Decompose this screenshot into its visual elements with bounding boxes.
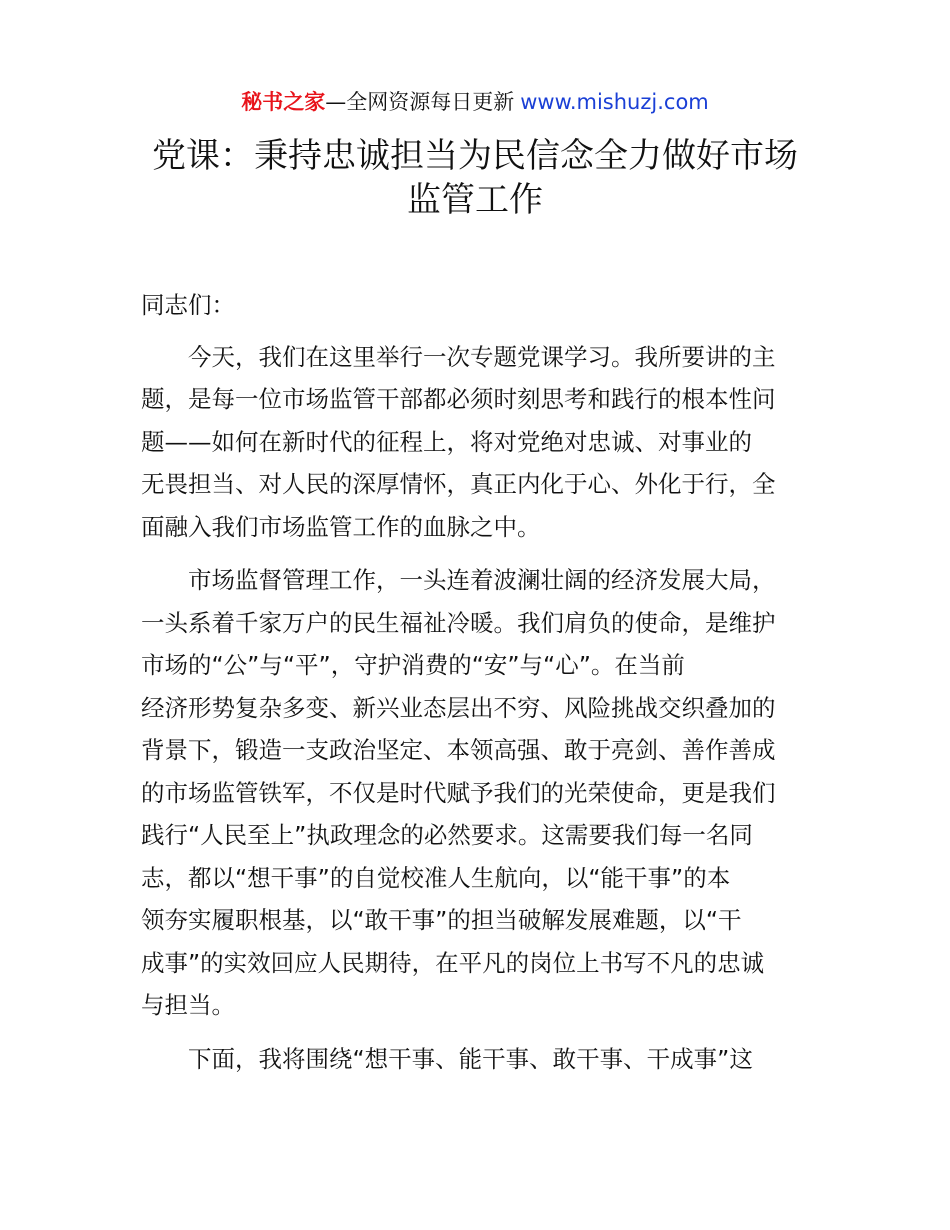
paragraph-line: 题——如何在新时代的征程上，将对党绝对忠诚、对事业的 [141,427,752,456]
paragraph-line: 成事”的实效回应人民期待，在平凡的岗位上书写不凡的忠诚 [141,948,765,977]
paragraph-line: 今天，我们在这里举行一次专题党课学习。我所要讲的主 [188,342,776,371]
paragraph-2 [141,559,821,1027]
paragraph-line: 志，都以“想干事”的自觉校准人生航向，以“能干事”的本 [141,863,731,892]
paragraph-line: 下面，我将围绕“想干事、能干事、敢干事、干成事”这 [188,1044,753,1073]
site-tagline: —全网资源每日更新 [325,90,515,114]
document-body [141,284,821,1080]
paragraph-line: 一头系着千家万户的民生福祉冷暖。我们肩负的使命，是维护 [141,608,776,637]
paragraph-line: 领夯实履职根基，以“敢干事”的担当破解发展难题，以“干 [141,906,742,934]
paragraph-line: 背景下，锻造一支政治坚定、本领高强、敢于亮剑、善作善成 [141,736,776,764]
site-name: 秘书之家 [241,90,326,114]
paragraph-line: 市场的“公”与“平”，守护消费的“安”与“心”。在当前 [141,651,685,679]
salutation: 同志们： [141,291,235,319]
title-line-2: 监管工作 [407,180,543,220]
site-url-link[interactable]: www.mishuzj.com [520,90,709,114]
title-line-1: 党课：秉持忠诚担当为民信念全力做好市场 [152,136,798,176]
site-banner [0,88,950,116]
paragraph-line: 的市场监管铁军，不仅是时代赋予我们的光荣使命，更是我们 [141,778,776,807]
paragraph-line: 无畏担当、对人民的深厚情怀，真正内化于心、外化于行，全 [141,470,776,498]
paragraph-line: 践行“人民至上”执政理念的必然要求。这需要我们每一名同 [141,821,753,849]
paragraph-line: 题，是每一位市场监管干部都必须时刻思考和践行的根本性问 [141,385,776,413]
paragraph-line: 市场监督管理工作，一头连着波澜壮阔的经济发展大局， [188,566,776,594]
paragraph-line: 经济形势复杂多变、新兴业态层出不穷、风险挑战交织叠加的 [141,693,776,722]
document-title [60,134,890,222]
paragraph-3 [141,1038,821,1081]
paragraph-line: 与担当。 [141,991,235,1019]
paragraph-line: 面融入我们市场监管工作的血脉之中。 [141,512,541,541]
paragraph-1 [141,336,821,549]
